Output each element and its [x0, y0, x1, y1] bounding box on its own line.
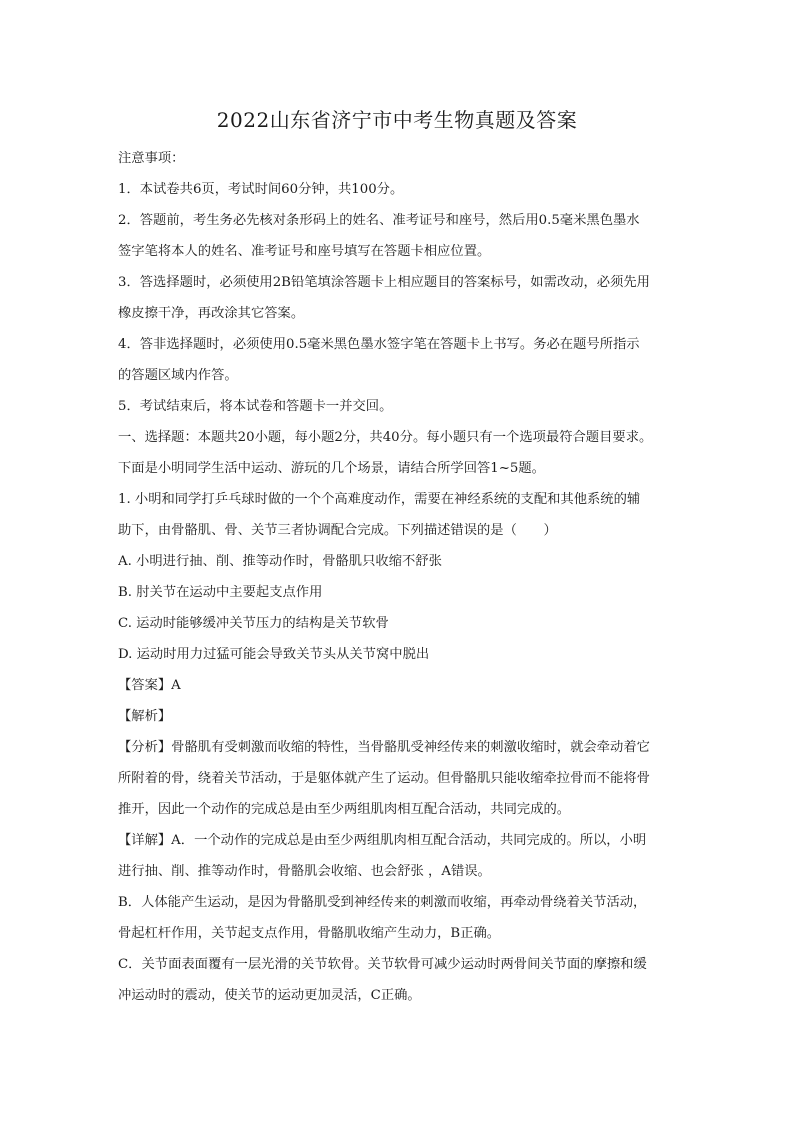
detail-b-line-2: 骨起杠杆作用，关节起支点作用，骨骼肌收缩产生动力，B正确。	[118, 926, 501, 941]
notice-item-3-line-1: 3．答选择题时，必须使用2B铅笔填涂答题卡上相应题目的答案标号，如需改动，必须先用	[118, 275, 650, 290]
analysis-line-1: 【分析】骨骼肌有受刺激而收缩的特性，当骨骼肌受神经传来的刺激收缩时，就会牵动着它	[118, 740, 650, 755]
notice-heading: 注意事项：	[118, 151, 185, 166]
option-c: C. 运动时能够缓冲关节压力的结构是关节软骨	[118, 616, 389, 631]
detail-b-line-1: B．人体能产生运动，是因为骨骼肌受到神经传来的刺激而收缩，再牵动骨绕着关节活动，	[118, 895, 647, 910]
section-intro: 下面是小明同学生活中运动、游玩的几个场景，请结合所学回答1~5题。	[118, 461, 545, 476]
analysis-label: 【解析】	[118, 709, 172, 724]
question-1-line-2: 助下，由骨骼肌、骨、关节三者协调配合完成。下列描述错误的是（ ）	[118, 523, 557, 538]
notice-item-5: 5．考试结束后，将本试卷和答题卡一并交回。	[118, 399, 393, 414]
detail-a-line-1: 【详解】A．一个动作的完成总是由至少两组肌肉相互配合活动，共同完成的。所以，小明	[118, 833, 647, 848]
analysis-line-2: 所附着的骨，绕着关节活动，于是躯体就产生了运动。但骨骼肌只能收缩牵拉骨而不能将骨	[118, 771, 650, 786]
analysis-line-3: 推开，因此一个动作的完成总是由至少两组肌肉相互配合活动，共同完成的。	[118, 802, 571, 817]
document-body	[118, 143, 678, 1011]
notice-item-2-line-2: 签字笔将本人的姓名、准考证号和座号填写在答题卡相应位置。	[118, 244, 491, 259]
notice-item-4-line-1: 4．答非选择题时，必须使用0.5毫米黑色墨水签字笔在答题卡上书写。务必在题号所指示	[118, 337, 640, 352]
notice-item-4-line-2: 的答题区域内作答。	[118, 368, 238, 383]
option-b: B. 肘关节在运动中主要起支点作用	[118, 585, 323, 600]
answer-label: 【答案】A	[118, 678, 181, 693]
question-1-line-1: 1. 小明和同学打乒乓球时做的一个个高难度动作，需要在神经系统的支配和其他系统的辅	[118, 492, 641, 507]
option-a: A. 小明进行抽、削、推等动作时，骨骼肌只收缩不舒张	[118, 554, 442, 569]
option-d: D. 运动时用力过猛可能会导致关节头从关节窝中脱出	[118, 647, 430, 662]
notice-item-3-line-2: 橡皮擦干净，再改涂其它答案。	[118, 306, 305, 321]
detail-a-line-2: 进行抽、削、推等动作时，骨骼肌会收缩、也会舒张 ，A错误。	[118, 864, 491, 879]
detail-c-line-1: C．关节面表面覆有一层光滑的关节软骨。关节软骨可减少运动时两骨间关节面的摩擦和缓	[118, 957, 647, 972]
section-heading: 一、选择题：本题共20小题，每小题2分，共40分。每小题只有一个选项最符合题目要求。	[118, 430, 653, 445]
detail-c-line-2: 冲运动时的震动，使关节的运动更加灵活，C正确。	[118, 988, 421, 1003]
notice-item-2-line-1: 2．答题前，考生务必先核对条形码上的姓名、准考证号和座号，然后用0.5毫米黑色墨水	[118, 213, 640, 228]
document-title: 2022山东省济宁市中考生物真题及答案	[216, 108, 578, 132]
notice-item-1: 1．本试卷共6页，考试时间60分钟，共100分。	[118, 182, 404, 197]
